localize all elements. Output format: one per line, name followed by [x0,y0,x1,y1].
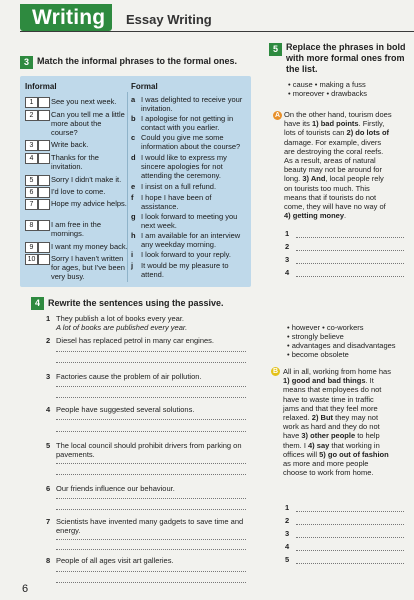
answer-number: 2 [285,516,290,525]
item-text: I would like to express my sincere apologies for not attending the ceremony. [141,153,227,180]
item-example: A lot of books are published every year. [56,323,188,332]
answer-number: 3 [285,255,290,264]
word-list-line: • however • co-workers [287,323,364,332]
answer-line[interactable] [56,351,246,352]
item-letter: h [131,231,136,240]
paragraph-text: on tourists too much. This [284,183,370,193]
item-text: Our friends influence our behaviour. [56,484,175,493]
answer-box[interactable] [38,254,50,265]
paragraph-text: beauty may not be around for [284,165,382,175]
item-text: They publish a lot of books every year. [56,314,184,323]
item-text: I am available for an interview any weekday morning. [141,231,241,249]
item-letter: j [131,261,134,270]
answer-box[interactable] [38,187,50,198]
paragraph-line [283,441,409,450]
paragraph-a [284,110,408,220]
item-letter: c [131,133,136,142]
answer-line[interactable] [56,549,246,550]
word-list-b [287,323,411,359]
item-letter: a [131,95,136,104]
item-number: 1 [25,97,38,108]
paragraph-line [283,422,409,431]
item-text: It would be my pleasure to attend. [141,261,229,279]
word-list-line: • advantages and disadvantages [287,341,396,350]
word-list-line: • cause • making a fuss [288,80,366,89]
item-text: Sorry I haven't written for ages, but I've been very busy. [51,254,125,281]
item-text: See you next week. [51,97,117,106]
paragraph-text: damage [284,137,312,147]
answer-line[interactable] [56,582,246,583]
word-list-a [288,80,408,98]
answer-line[interactable] [56,498,246,499]
item-text: Diesel has replaced petrol in many car engines. [56,336,215,345]
paragraph-text: to help [355,431,380,441]
exercise-5-instruction: Replace the phrases in bold with more formal ones from the list. [286,42,406,74]
paragraph-line [284,174,408,183]
answer-line[interactable] [296,250,404,251]
word-list-line: • become obsolete [287,350,349,359]
item-text: Scientists have invented many gadgets to save time and energy. [56,517,244,535]
bold-phrase: 5) go out of fashion [319,449,389,459]
item-letter: i [131,250,134,259]
answer-line[interactable] [296,524,404,525]
paragraph-line [284,147,408,156]
paragraph-text: that working in [329,440,380,450]
paragraph-text: lots of tourists can [284,128,347,138]
item-letter: f [131,193,134,202]
item-number: 2 [25,110,38,121]
answer-number: 3 [285,529,290,538]
paragraph-text: . It [365,376,374,386]
item-text: I insist on a full refund. [141,182,217,191]
item-letter: d [131,153,136,162]
page-header [0,0,414,33]
bold-phrase: 2) do lots of [346,128,390,138]
item-text: Could you give me some information about the course? [141,133,241,151]
item-text: I was delighted to receive your invitation. [141,95,243,113]
paragraph-line [283,376,409,385]
item-number: 6 [25,187,38,198]
paragraph-text: . For example, divers [311,137,382,147]
paragraph-text: , local people rely [325,174,384,184]
paragraph-a-label: A [274,112,281,119]
item-number: 9 [25,242,38,253]
answer-line[interactable] [56,431,246,432]
formal-header: Formal [131,82,158,91]
answer-line[interactable] [56,386,246,387]
paragraph-text: means that if tourists do not [284,192,377,202]
paragraph-text: they may not [333,413,379,423]
paragraph-text: All in all, working from home has [283,367,391,376]
exercise-3-instruction: Match the informal phrases to the formal ones. [37,56,238,66]
paragraph-text: work as hard and they do not [283,422,380,432]
paragraph-line [284,211,408,220]
item-number: 5 [46,441,51,450]
header-rule [20,31,414,32]
answer-number: 4 [285,542,290,551]
bold-phrase: 1) good and bad things [283,376,366,386]
section-subtitle: Essay Writing [126,12,212,27]
item-text: Hope my advice helps. [51,199,127,208]
answer-line[interactable] [56,397,246,398]
item-text: I apologise for not getting in contact with you earlier. [141,114,234,132]
item-text-group [56,314,256,332]
paragraph-b [283,367,409,477]
item-letter: e [131,182,136,191]
answer-line[interactable] [56,571,246,572]
item-text: Thanks for the invitation. [51,153,99,171]
paragraph-b-label: B [272,368,279,375]
bold-phrase: 4) say [308,440,330,450]
bold-phrase: 2) But [311,413,334,423]
paragraph-text: long. [284,174,303,184]
item-text: I want my money back. [51,242,128,251]
answer-line[interactable] [56,509,246,510]
item-text: Sorry I didn't make it. [51,175,122,184]
paragraph-text: have [283,431,302,441]
paragraph-line [284,202,408,211]
item-number: 1 [46,314,51,323]
answer-line[interactable] [296,563,404,564]
answer-line[interactable] [56,474,246,475]
answer-number: 4 [285,268,290,277]
paragraph-text: are destroying the coral reefs. [284,146,384,156]
paragraph-text: As a result, areas of natural [284,156,376,166]
answer-box[interactable] [38,175,50,186]
item-text: Factories cause the problem of air pollution. [56,372,202,381]
item-number: 8 [25,220,38,231]
answer-number: 1 [285,229,290,238]
bold-phrase: 4) getting money [284,211,345,221]
answer-line[interactable] [296,511,404,512]
item-letter: g [131,212,136,221]
answer-box[interactable] [38,242,50,253]
paragraph-text: come, they will have no way of [284,202,386,212]
paragraph-line [283,450,409,459]
section-title: Writing [32,6,106,29]
word-list-line: • strongly believe [287,332,344,341]
answer-box[interactable] [38,140,50,151]
item-number: 4 [46,405,51,414]
paragraph-line [283,395,409,404]
answer-box[interactable] [38,110,50,121]
paragraph-line [283,404,409,413]
paragraph-text: offices will [283,449,320,459]
bold-phrase: 3) And [302,174,326,184]
paragraph-line [283,413,409,422]
answer-line[interactable] [296,276,404,277]
answer-line[interactable] [56,419,246,420]
item-text: I hope I have been of assistance. [141,193,212,211]
item-text: I am free in the mornings. [51,220,102,238]
paragraph-line [284,184,408,193]
item-text: I'd love to come. [51,187,106,196]
answer-line[interactable] [56,463,246,464]
paragraph-text: means that employees do not [283,385,382,395]
item-number: 3 [25,140,38,151]
item-text: Write back. [51,140,89,149]
exercise-4-number: 4 [31,297,44,310]
bold-phrase: 3) other people [301,431,356,441]
paragraph-line [283,459,409,468]
item-text: People of all ages visit art galleries. [56,556,174,565]
paragraph-line [284,193,408,202]
paragraph-line [284,156,408,165]
paragraph-text: as more and more people [283,459,369,469]
paragraph-line [283,431,409,440]
informal-header: Informal [25,82,57,91]
item-number: 8 [46,556,51,565]
exercise-3-number: 3 [20,56,33,69]
answer-line[interactable] [296,550,404,551]
item-number: 6 [46,484,51,493]
paragraph-text: On the other hand, tourism does [284,110,392,119]
paragraph-text: have to waste time in traffic [283,394,374,404]
paragraph-text: . Firstly, [358,119,385,129]
answer-number: 1 [285,503,290,512]
answer-box[interactable] [38,220,50,231]
paragraph-line [283,468,409,477]
item-number: 5 [25,175,38,186]
page-number: 6 [22,583,29,595]
answer-number: 5 [285,555,290,564]
item-number: 2 [46,336,51,345]
item-number: 10 [25,254,38,265]
answer-line[interactable] [296,237,404,238]
exercise-4-instruction: Rewrite the sentences using the passive. [48,298,224,308]
paragraph-text: jams and that they feel more [283,403,378,413]
item-text: The local council should prohibit drivers from parking on pavements. [56,441,242,459]
exercise-5-number: 5 [269,43,282,56]
item-text: People have suggested several solutions. [56,405,195,414]
answer-box[interactable] [38,199,50,210]
answer-line[interactable] [296,537,404,538]
item-text: Can you tell me a little more about the course? [51,110,125,137]
answer-box[interactable] [38,153,50,164]
answer-box[interactable] [38,97,50,108]
answer-line[interactable] [56,539,246,540]
bold-phrase: 1) bad points [311,119,359,129]
paragraph-text: them. I [283,440,309,450]
paragraph-line [284,128,408,137]
paragraph-text: . [344,211,347,221]
item-letter: b [131,114,136,123]
item-text: I look forward to meeting you next week. [141,212,238,230]
word-list-line: • moreover • drawbacks [288,89,368,98]
answer-line[interactable] [296,263,404,264]
paragraph-line [283,367,409,376]
item-number: 7 [25,199,38,210]
answer-number: 2 [285,242,290,251]
item-number: 4 [25,153,38,164]
paragraph-line [284,165,408,174]
paragraph-line [284,110,408,119]
item-text: I look forward to your reply. [141,250,231,259]
paragraph-line [284,119,408,128]
paragraph-text: have its [284,119,312,129]
paragraph-line [283,385,409,394]
item-number: 7 [46,517,51,526]
answer-line[interactable] [56,362,246,363]
paragraph-text: choose to work from home. [283,468,374,478]
paragraph-text: relaxed. [283,413,312,423]
paragraph-line [284,138,408,147]
item-number: 3 [46,372,51,381]
